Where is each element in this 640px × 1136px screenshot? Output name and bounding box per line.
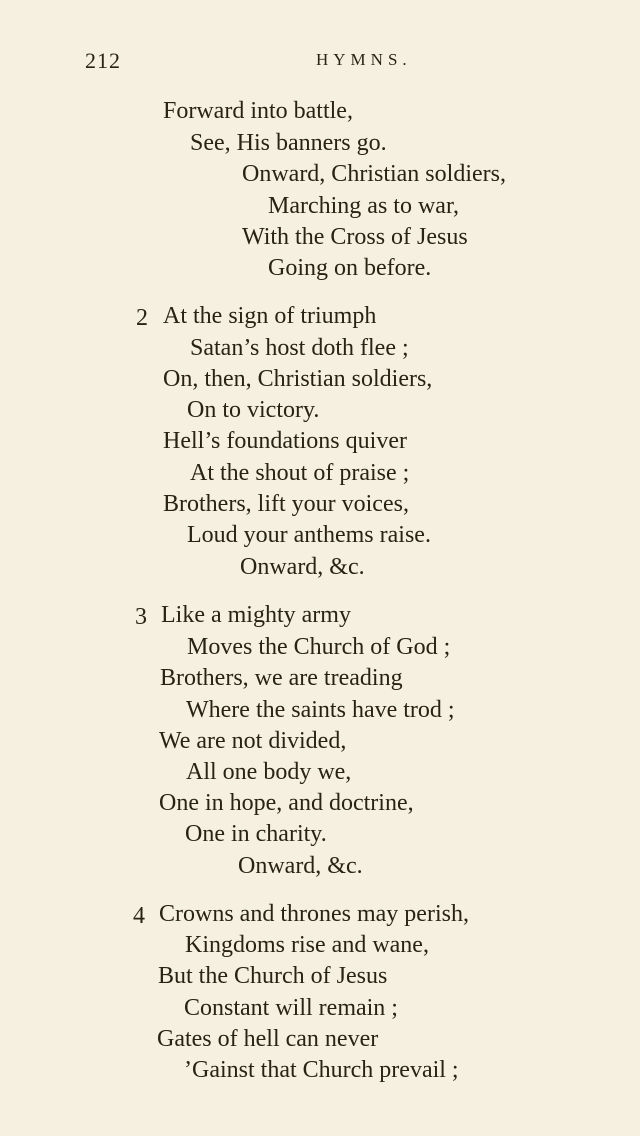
- running-title: HYMNS.: [316, 50, 412, 69]
- stanza-number: 4: [133, 903, 145, 929]
- refrain-reference: Onward, &c.: [240, 554, 365, 580]
- verse-line: On, then, Christian soldiers,: [163, 366, 433, 392]
- verse-line: See, His banners go.: [190, 130, 387, 156]
- refrain-reference: Onward, &c.: [238, 853, 363, 879]
- verse-line: Brothers, we are treading: [160, 665, 403, 691]
- verse-line: Gates of hell can never: [157, 1026, 379, 1052]
- refrain-line: Onward, Christian soldiers,: [242, 161, 506, 187]
- refrain-line: Going on before.: [268, 255, 432, 281]
- verse-line: Kingdoms rise and wane,: [185, 932, 429, 958]
- verse-line: On to victory.: [187, 397, 320, 423]
- verse-line: Brothers, lift your voices,: [163, 491, 409, 517]
- verse-line: ’Gainst that Church prevail ;: [184, 1057, 459, 1083]
- verse-line: At the sign of triumph: [163, 303, 377, 329]
- verse-line: We are not divided,: [159, 728, 347, 754]
- verse-line: But the Church of Jesus: [158, 963, 388, 989]
- verse-line: Like a mighty army: [161, 602, 351, 628]
- page-number: 212: [85, 48, 121, 73]
- verse-line: One in hope, and doctrine,: [159, 790, 414, 816]
- stanza-number: 3: [135, 604, 147, 630]
- stanza-number: 2: [136, 305, 148, 331]
- verse-line: One in charity.: [185, 821, 327, 847]
- verse-line: At the shout of praise ;: [190, 460, 410, 486]
- refrain-line: With the Cross of Jesus: [242, 224, 468, 250]
- verse-line: Moves the Church of God ;: [187, 634, 451, 660]
- verse-line: Hell’s foundations quiver: [163, 428, 407, 454]
- verse-line: Forward into battle,: [163, 98, 353, 124]
- verse-line: Constant will remain ;: [184, 995, 398, 1021]
- verse-line: Crowns and thrones may perish,: [159, 901, 469, 927]
- verse-line: Satan’s host doth flee ;: [190, 335, 409, 361]
- refrain-line: Marching as to war,: [268, 193, 459, 219]
- verse-line: All one body we,: [186, 759, 352, 785]
- verse-line: Loud your anthems raise.: [187, 522, 431, 548]
- verse-line: Where the saints have trod ;: [186, 697, 455, 723]
